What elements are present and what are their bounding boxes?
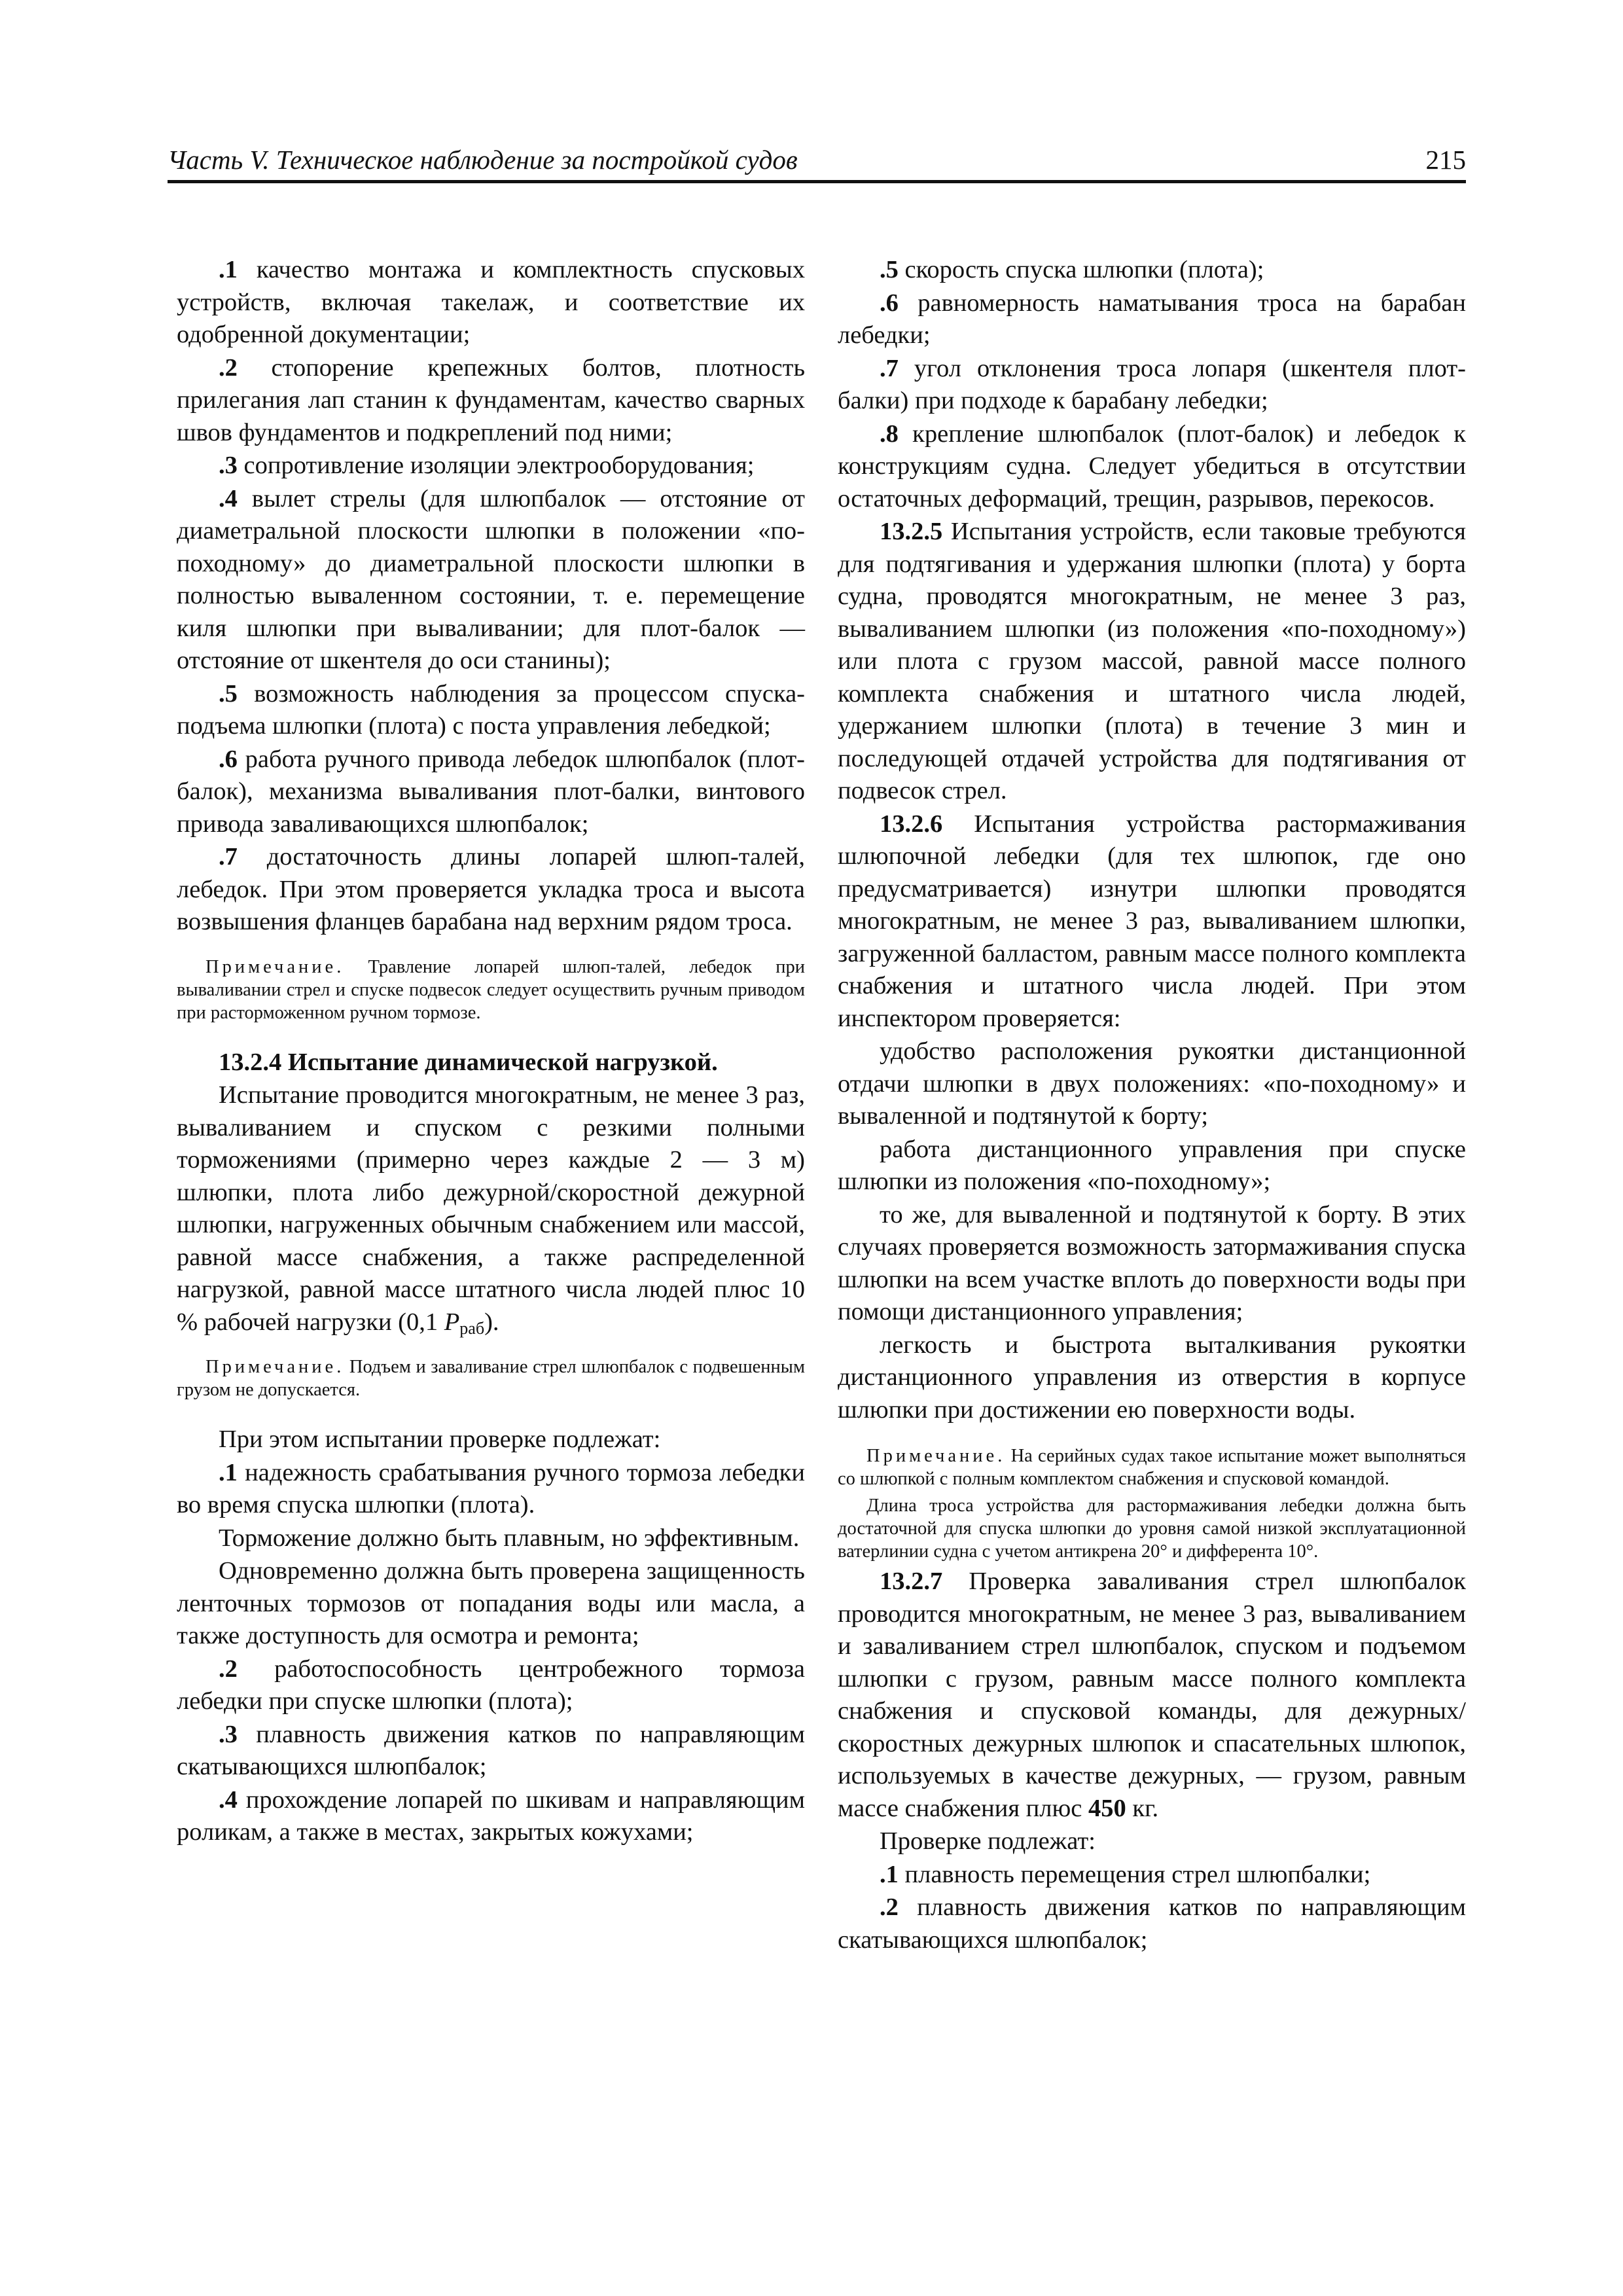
paragraph: работа дистанционного управления при спуске шлюпки из положения «по-походному»; [838,1135,1466,1195]
right-column [838,254,1466,1957]
list-item: .4 вылет стрелы (для шлюпбалок — отстояние от диаметральной плоскости шлюпки в положении «по-походному» до диаметральной плоскости шлюпки в полностью вываленном состоянии, т. е. перемещение киля шлюпки при вываливании; для плот-балок — отстояние от шкентеля до оси станины); [177,484,805,674]
paragraph: удобство расположения рукоятки дистанционной отдачи шлюпки в двух положениях: «по-походному» и вываленной и подтянутой к борту; [838,1037,1466,1130]
section-heading-13-2-4: 13.2.4 Испытание динамической нагрузкой. [219,1048,718,1076]
left-column [177,254,805,1850]
note: Длина троса устройства для растормаживания лебедки должна быть достаточной для спуска шлюпки до уровня самой низкой эксплуатационной ватерлинии судна с учетом антикрена 20° и дифферента 10°. [838,1496,1466,1562]
paragraph: Одновременно должна быть проверена защищенность ленточных тормозов от попадания воды или масла, а также доступность для осмотра и ремонта; [177,1557,805,1649]
list-item: .2 стопорение крепежных болтов, плотность прилегания лап станин к фундаментам, качество сварных швов фундаментов и подкреплений под ними; [177,353,805,446]
list-item: .1 надежность срабатывания ручного тормоза лебедки во время спуска шлюпки (плота). [177,1458,805,1518]
list-item: .2 плавность движения катков по направляющим скатывающихся шлюпбалок; [838,1893,1466,1954]
list-item: .6 равномерность наматывания троса на барабан лебедки; [838,289,1466,349]
paragraph: легкость и быстрота выталкивания рукоятки дистанционного управления из отверстия в корпусе шлюпки при достижении ею поверхности воды. [838,1331,1466,1424]
paragraph: Проверке подлежат: [880,1827,1096,1855]
section-13-2-7: 13.2.7 Проверка заваливания стрел шлюпбалок проводится многократным, не менее 3 раз, вываливанием и заваливанием стрел шлюпбалок, спуском и подъемом шлюпки с грузом, равным массе полного комплекта снабжения и спусковой команды, для дежурных/скоростных дежурных шлюпок и спасательных шлюпок, используемых в качестве дежурных, — грузом, равным массе снабжения плюс 450 кг. [838,1568,1466,1822]
list-item: .5 возможность наблюдения за процессом спуска-подъема шлюпки (плота) с поста управления лебедкой; [177,679,805,740]
paragraph: то же, для вываленной и подтянутой к борту. В этих случаях проверяется возможность затормаживания спуска шлюпки на всем участке вплоть до поверхности воды при помощи дистанционного управления; [838,1200,1466,1325]
list-item: .4 прохождение лопарей по шкивам и направляющим роликам, а также в местах, закрытых кожухами; [177,1785,805,1846]
page-header [168,145,1466,179]
paragraph: Торможение должно быть плавным, но эффективным. [219,1524,800,1552]
list-item: .7 достаточность длины лопарей шлюп-талей, лебедок. При этом проверяется укладка троса и высота возвышения фланцев барабана над верхним рядом троса. [177,843,805,935]
list-item: .1 качество монтажа и комплектность спусковых устройств, включая такелаж, и соответствие их одобренной документации; [177,256,805,348]
list-item: .3 плавность движения катков по направляющим скатывающихся шлюпбалок; [177,1720,805,1780]
note: Примечание. Травление лопарей шлюп-талей, лебедок при вываливании стрел и спуске подвесок следует осуществить ручным приводом при расторможенном ручном тормозе. [177,956,805,1023]
list-item: .7 угол отклонения троса лопаря (шкентеля плот-балки) при подходе к барабану лебедки; [838,354,1466,414]
note: Примечание. Подъем и заваливание стрел шлюпбалок с подвешенным грузом не допускается. [177,1357,805,1400]
list-item: .3 сопротивление изоляции электрооборудования; [219,452,755,479]
list-item: .2 работоспособность центробежного тормоза лебедки при спуске шлюпки (плота); [177,1655,805,1715]
section-13-2-5: 13.2.5 Испытания устройств, если таковые требуются для подтягивания и удержания шлюпки (плота) у борта судна, проводятся многократным, не менее 3 раз, вываливанием шлюпки (из положения «по-походному») или плота с грузом массой, равной массе полного комплекта снабжения и штатного числа людей, удержанием шлюпки (плота) в течение 3 мин и последующей отдачей устройства для подтягивания от подвесок стрел. [838,518,1466,804]
paragraph: При этом испытании проверке подлежат: [219,1426,661,1453]
note: Примечание. На серийных судах такое испытание может выполняться со шлюпкой с полным комплектом снабжения и спусковой командой. [838,1446,1466,1489]
paragraph: Испытание проводится многократным, не менее 3 раз, вываливанием и спуском с резкими полными торможениями (примерно через каждые 2 — 3 м) шлюпки, плота либо дежурной/скоростной дежурной шлюпки, нагруженных обычным снабжением или массой, равной массе снабжения, а также распределенной нагрузкой, равной массе штатного числа людей плюс 10 % рабочей нагрузки (0,1 $P_{раб}$). [177,1081,805,1338]
list-item: .8 крепление шлюпбалок (плот-балок) и лебедок к конструкциям судна. Следует убедиться в отсутствии остаточных деформаций, трещин, разрывов, перекосов. [838,420,1466,512]
running-title: Часть V. Техническое наблюдение за постройкой судов [168,145,798,175]
list-item: .1 плавность перемещения стрел шлюпбалки; [880,1860,1371,1888]
page-number: 215 [1425,145,1466,175]
list-item: .5 скорость спуска шлюпки (плота); [880,256,1264,283]
header-rule [168,180,1466,183]
list-item: .6 работа ручного привода лебедок шлюпбалок (плот-балок), механизма вываливания плот-балки, винтового привода заваливающихся шлюпбалок; [177,745,805,838]
section-13-2-6: 13.2.6 Испытания устройства растормаживания шлюпочной лебедки (для тех шлюпок, где оно предусматривается) изнутри шлюпки проводятся многократным, не менее 3 раз, вываливанием шлюпки, загруженной балластом, равным массе полного комплекта снабжения и штатного числа людей. При этом инспектором проверяется: [838,810,1466,1032]
